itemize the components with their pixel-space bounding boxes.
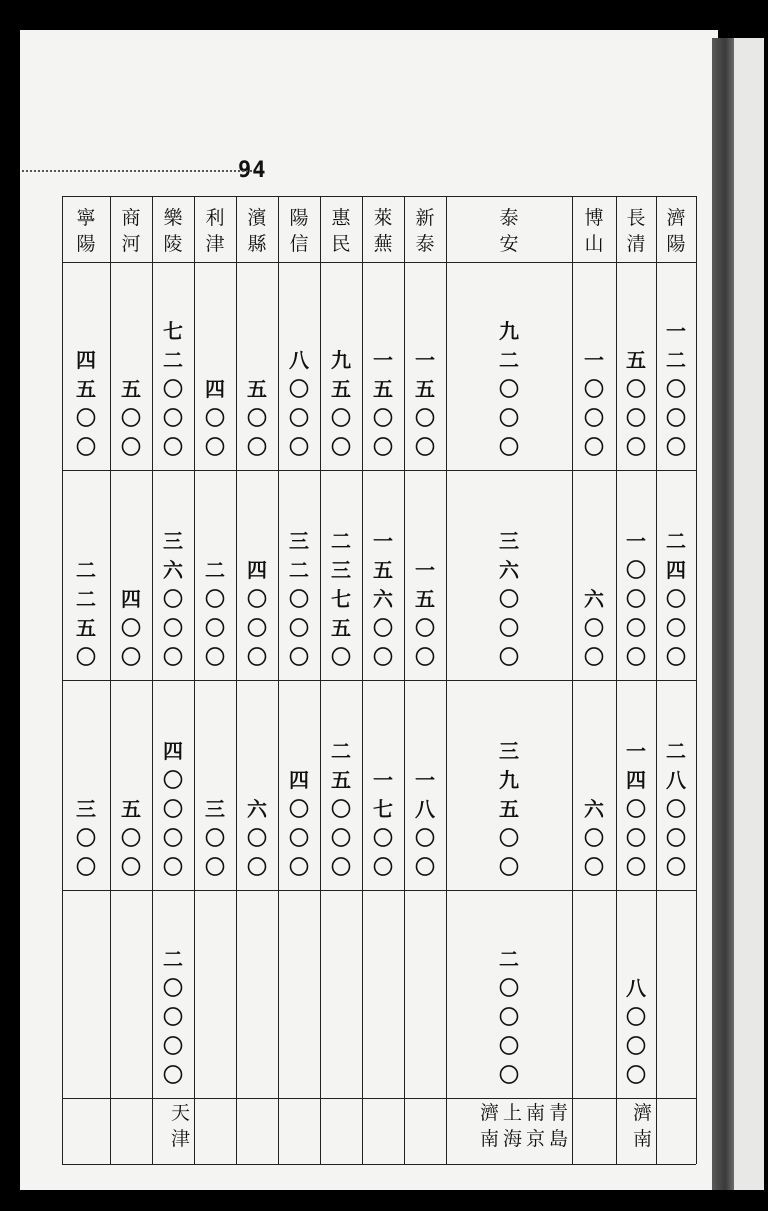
value-cell: 四 〇 〇 〇 〇 <box>163 739 183 879</box>
value-cell: 四 〇 〇 <box>121 587 141 669</box>
value-cell: 二 八 〇 〇 〇 <box>666 739 686 879</box>
value-cell: 五 〇 〇 <box>247 377 267 459</box>
county-name: 長 清 <box>626 207 646 255</box>
value-cell: 三 六 〇 〇 〇 <box>499 529 519 669</box>
value-cell: 五 〇 〇 <box>121 797 141 879</box>
county-name: 濱 縣 <box>247 207 267 255</box>
county-name: 泰 安 <box>499 207 519 255</box>
table-rule <box>62 1164 696 1165</box>
county-name: 濟 陽 <box>666 207 686 255</box>
county-name: 博 山 <box>584 207 604 255</box>
value-cell: 一 五 六 〇 〇 <box>373 529 393 669</box>
value-cell <box>572 890 616 1090</box>
value-cell <box>404 890 446 1090</box>
county-name: 萊 蕪 <box>373 207 393 255</box>
value-cell: 一 八 〇 〇 <box>415 768 435 879</box>
value-cell: 一 〇 〇 〇 〇 <box>626 529 646 669</box>
value-cell: 四 〇 〇 〇 <box>247 558 267 669</box>
value-cell: 二 五 〇 〇 〇 <box>331 739 351 879</box>
value-cell: 三 〇 〇 <box>76 797 96 879</box>
value-cell: 三 二 〇 〇 〇 <box>289 529 309 669</box>
value-cell: 八 〇 〇 〇 <box>626 976 646 1087</box>
value-cell: 三 〇 〇 <box>205 797 225 879</box>
value-cell: 二 二 五 〇 <box>76 558 96 669</box>
value-cell: 四 〇 〇 〇 <box>289 768 309 879</box>
value-cell: 一 五 〇 〇 <box>373 348 393 459</box>
destination-label: 青 島 南 京 上 海 濟 南 <box>479 1102 568 1150</box>
value-cell <box>194 890 236 1090</box>
value-cell: 九 五 〇 〇 <box>331 348 351 459</box>
table-column <box>362 196 404 1164</box>
value-cell: 一 二 〇 〇 〇 <box>666 319 686 459</box>
table-column <box>110 196 152 1164</box>
value-cell: 二 〇 〇 〇 〇 <box>163 947 183 1087</box>
value-cell: 三 九 五 〇 〇 <box>499 739 519 879</box>
table-column <box>278 196 320 1164</box>
table-column <box>236 196 278 1164</box>
value-cell: 二 〇 〇 〇 〇 <box>499 947 519 1087</box>
table-column <box>62 196 110 1164</box>
value-cell: 三 六 〇 〇 〇 <box>163 529 183 669</box>
value-cell: 四 五 〇 〇 <box>76 348 96 459</box>
table-column <box>572 196 616 1164</box>
table-column <box>446 196 572 1164</box>
table-column <box>320 196 362 1164</box>
county-name: 樂 陵 <box>163 207 183 255</box>
table-column <box>656 196 696 1164</box>
value-cell <box>320 890 362 1090</box>
value-cell: 六 〇 〇 <box>584 587 604 669</box>
value-cell: 二 四 〇 〇 〇 <box>666 529 686 669</box>
county-name: 惠 民 <box>331 207 351 255</box>
page-number: 94 <box>238 158 267 183</box>
table-column <box>404 196 446 1164</box>
value-cell <box>236 890 278 1090</box>
county-name: 寧 陽 <box>76 207 96 255</box>
table-column <box>616 196 656 1164</box>
value-cell: 一 四 〇 〇 〇 <box>626 739 646 879</box>
value-cell: 六 〇 〇 <box>584 797 604 879</box>
value-cell: 二 〇 〇 〇 <box>205 558 225 669</box>
value-cell: 五 〇 〇 〇 <box>626 348 646 459</box>
value-cell: 一 七 〇 〇 <box>373 768 393 879</box>
value-cell: 八 〇 〇 〇 <box>289 348 309 459</box>
value-cell <box>110 890 152 1090</box>
value-cell <box>656 890 696 1090</box>
table-column <box>194 196 236 1164</box>
county-name: 利 津 <box>205 207 225 255</box>
value-cell <box>362 890 404 1090</box>
county-name: 商 河 <box>121 207 141 255</box>
destination-label: 天 津 <box>170 1102 190 1150</box>
column-rule <box>696 196 697 1164</box>
value-cell <box>62 890 110 1090</box>
value-cell: 七 二 〇 〇 〇 <box>163 319 183 459</box>
value-cell: 五 〇 〇 <box>121 377 141 459</box>
county-name: 陽 信 <box>289 207 309 255</box>
destination-label: 濟 南 <box>632 1102 652 1150</box>
value-cell: 一 五 〇 〇 <box>415 558 435 669</box>
county-name: 新 泰 <box>415 207 435 255</box>
value-cell: 九 二 〇 〇 〇 <box>499 319 519 459</box>
value-cell: 一 〇 〇 〇 <box>584 348 604 459</box>
value-cell: 一 五 〇 〇 <box>415 348 435 459</box>
value-cell: 二 三 七 五 〇 <box>331 529 351 669</box>
table-column <box>152 196 194 1164</box>
value-cell: 四 〇 〇 <box>205 377 225 459</box>
value-cell: 六 〇 〇 <box>247 797 267 879</box>
value-cell <box>278 890 320 1090</box>
